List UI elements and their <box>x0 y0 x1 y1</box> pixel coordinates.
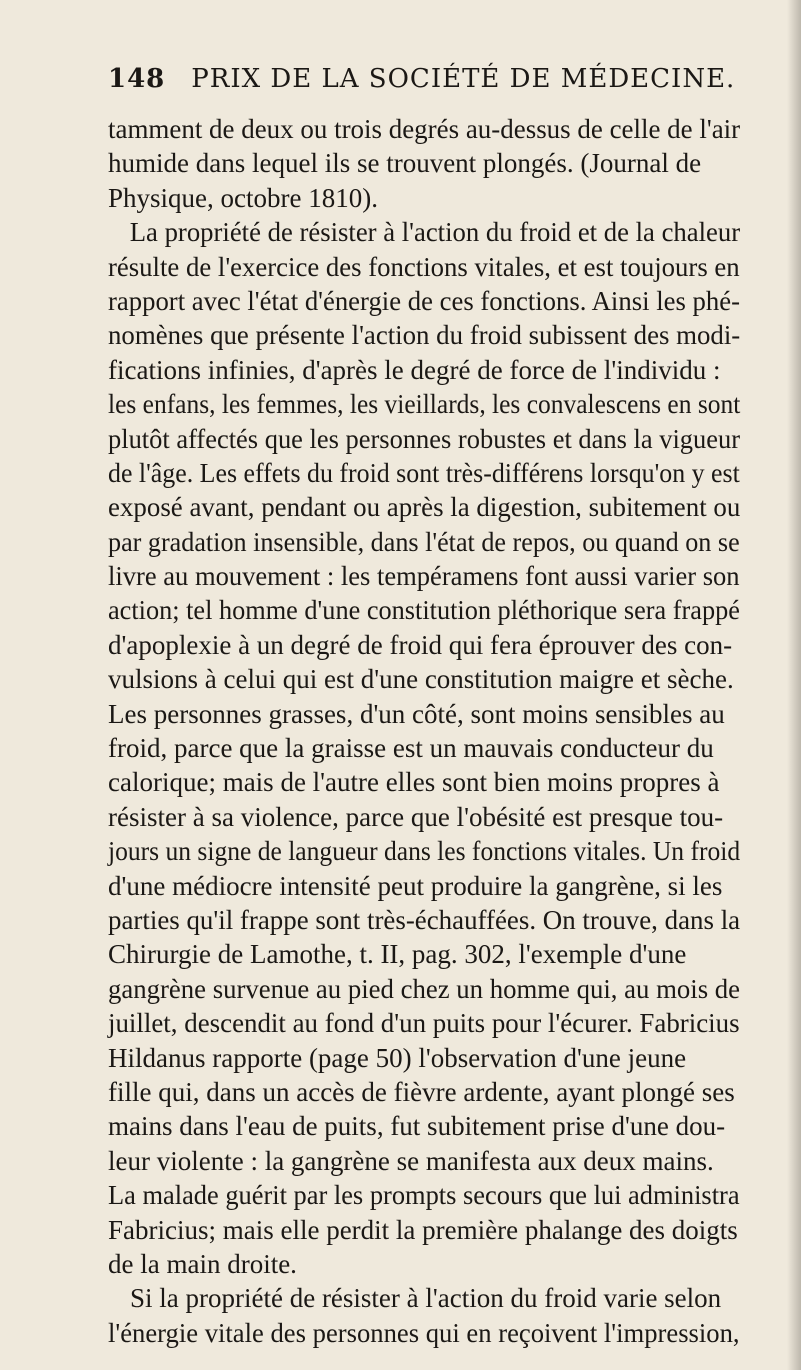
text-line: les enfans, les femmes, les vieillards, les convalescens en sont <box>108 389 741 420</box>
text-line: rapport avec l'état d'énergie de ces fonctions. Ainsi les phé- <box>108 285 740 316</box>
text-line: Hildanus rapporte (page 50) l'observation d'une jeune <box>108 1042 687 1073</box>
text-line: juillet, descendit au fond d'un puits pour l'écurer. Fabricius <box>108 1008 740 1039</box>
text-line: Physique, octobre 1810). <box>108 182 378 213</box>
body-text <box>108 112 740 1350</box>
text-line: action; tel homme d'une constitution pléthorique sera frappé <box>108 595 740 626</box>
text-line: l'énergie vitale des personnes qui en reçoivent l'impression, <box>108 1317 740 1348</box>
text-line: mains dans l'eau de puits, fut subitement prise d'une dou- <box>108 1111 726 1142</box>
text-line: livre au mouvement : les tempéramens font aussi varier son <box>108 561 740 592</box>
text-line: de la main droite. <box>108 1248 297 1279</box>
text-line: leur violente : la gangrène se manifesta aux deux mains. <box>108 1145 714 1176</box>
text-line: fications infinies, d'après le degré de force de l'individu : <box>108 354 721 385</box>
text-line: calorique; mais de l'autre elles sont bien moins propres à <box>108 767 720 798</box>
text-line: par gradation insensible, dans l'état de repos, ou quand on se <box>108 526 740 557</box>
running-title: PRIX DE LA SOCIÉTÉ DE MÉDECINE. <box>191 64 736 94</box>
text-line: Les personnes grasses, d'un côté, sont moins sensibles au <box>108 698 725 729</box>
text-line: froid, parce que la graisse est un mauvais conducteur du <box>108 733 714 764</box>
text-line: exposé avant, pendant ou après la digestion, subitement ou <box>108 492 741 523</box>
text-line: gangrène survenue au pied chez un homme qui, au mois de <box>108 973 741 1004</box>
text-line: La propriété de résister à l'action du froid et de la chaleur <box>129 217 741 248</box>
text-line: tamment de deux ou trois degrés au-dessus de celle de l'air <box>108 114 741 144</box>
text-line: d'une médiocre intensité peut produire la gangrène, si les <box>108 870 723 901</box>
text-line: Fabricius; mais elle perdit la première phalange des doigts <box>108 1214 738 1245</box>
text-line: humide dans lequel ils se trouvent plongés. (Journal de <box>108 148 702 179</box>
text-line: fille qui, dans un accès de fièvre ardente, ayant plongé ses <box>108 1076 735 1107</box>
text-line: d'apoplexie à un degré de froid qui fera éprouver des con- <box>108 629 733 660</box>
text-line: résister à sa violence, parce que l'obésité est presque tou- <box>108 801 724 832</box>
page-number: 148 <box>108 64 166 94</box>
text-line: nomènes que présente l'action du froid subissent des modi- <box>108 320 741 351</box>
running-head <box>108 64 748 94</box>
text-line: La malade guérit par les prompts secours que lui administra <box>108 1180 740 1211</box>
text-line: plutôt affectés que les personnes robustes et dans la vigueur <box>108 423 741 454</box>
page-edge-shadow <box>787 0 801 1370</box>
text-line: Si la propriété de résister à l'action du froid varie selon <box>130 1283 722 1314</box>
text-line: résulte de l'exercice des fonctions vitales, et est toujours en <box>108 251 740 282</box>
text-line: de l'âge. Les effets du froid sont très-différens lorsqu'on y est <box>108 457 740 488</box>
text-line: Chirurgie de Lamothe, t. II, pag. 302, l'exemple d'une <box>108 939 687 970</box>
text-line: vulsions à celui qui est d'une constitution maigre et sèche. <box>108 664 734 695</box>
text-line: jours un signe de langueur dans les fonctions vitales. Un froid <box>108 836 741 867</box>
text-line: parties qu'il frappe sont très-échauffées. On trouve, dans la <box>108 904 741 935</box>
